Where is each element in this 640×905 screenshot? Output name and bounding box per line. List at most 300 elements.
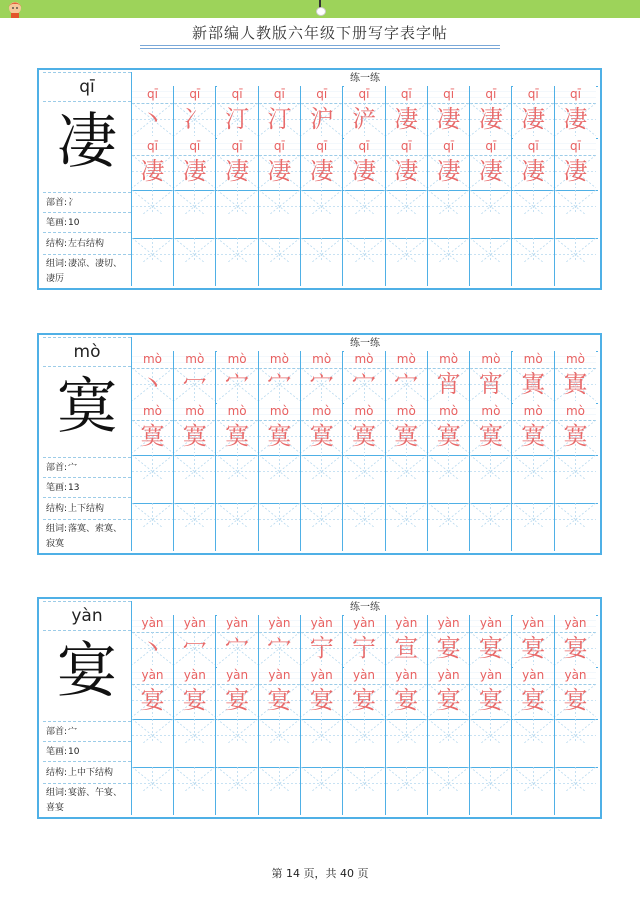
cell-pinyin: mò — [386, 351, 427, 369]
empty-box — [555, 455, 596, 479]
trace-char: 寞 — [182, 422, 207, 450]
practice-cell[interactable] — [174, 503, 216, 551]
empty-box — [513, 238, 554, 262]
mi-grid-guide — [132, 238, 173, 262]
practice-cell[interactable] — [428, 238, 470, 286]
practice-cell — [555, 86, 597, 138]
empty-box — [259, 503, 300, 527]
practice-cell — [132, 615, 174, 667]
trace-char: 凄 — [352, 157, 376, 185]
trace-char: 寞 — [394, 422, 419, 450]
empty-box — [513, 455, 554, 479]
practice-cell[interactable] — [470, 503, 512, 551]
cell-char-box — [301, 632, 342, 665]
empty-box — [386, 503, 427, 527]
cell-char-box — [174, 684, 215, 717]
mi-grid-guide — [428, 719, 469, 743]
mi-grid-guide — [301, 455, 342, 479]
cell-pinyin: yàn — [470, 615, 511, 633]
practice-cell — [386, 86, 428, 138]
cell-pinyin: yàn — [259, 667, 300, 685]
stroke-order-char: 凄 — [394, 105, 419, 133]
trace-char: 凄 — [478, 157, 503, 185]
empty-box — [174, 190, 215, 214]
practice-cell[interactable] — [132, 190, 174, 238]
practice-cell[interactable] — [259, 190, 301, 238]
practice-cell — [301, 86, 343, 138]
practice-cell[interactable] — [428, 455, 470, 503]
practice-cell[interactable] — [174, 190, 216, 238]
practice-cell — [301, 667, 343, 719]
practice-cell[interactable] — [344, 503, 386, 551]
practice-cell — [428, 86, 470, 138]
empty-box — [428, 190, 469, 214]
practice-cell — [132, 667, 174, 719]
mi-grid-guide — [428, 190, 469, 214]
practice-cell[interactable] — [513, 503, 555, 551]
cell-char-box — [513, 632, 554, 665]
practice-cell — [344, 403, 386, 455]
cell-char-box — [386, 632, 427, 665]
cell-char-box — [217, 103, 258, 136]
mi-grid-guide — [386, 455, 427, 479]
practice-cell[interactable] — [555, 719, 597, 767]
practice-cell[interactable] — [344, 238, 386, 286]
cell-char-box — [386, 155, 427, 188]
trace-char: 凄 — [182, 157, 207, 185]
practice-cell — [428, 615, 470, 667]
mi-grid-guide — [174, 455, 215, 479]
empty-box — [555, 767, 596, 791]
practice-cell[interactable] — [344, 190, 386, 238]
practice-cell[interactable] — [428, 503, 470, 551]
practice-row — [132, 615, 598, 667]
stroke-order-char: 冫 — [182, 105, 207, 133]
trace-char: 寞 — [309, 422, 334, 450]
cell-char-box — [555, 103, 596, 136]
empty-box — [344, 503, 385, 527]
cell-pinyin: mò — [513, 403, 554, 421]
trace-char: 宴 — [352, 686, 376, 714]
main-character: 寞 — [57, 372, 117, 442]
empty-box — [259, 719, 300, 743]
cell-char-box — [301, 368, 342, 401]
empty-box — [470, 503, 511, 527]
stroke-order-char: 宴 — [436, 634, 461, 662]
main-character: 凄 — [57, 107, 117, 177]
structure-value: 左右结构 — [68, 239, 105, 249]
empty-box — [344, 238, 385, 262]
practice-cell — [174, 86, 216, 138]
practice-cell — [259, 615, 301, 667]
strokes-row — [43, 741, 131, 761]
cell-pinyin: yàn — [470, 667, 511, 685]
practice-cell[interactable] — [217, 767, 259, 815]
practice-cell[interactable] — [217, 238, 259, 286]
cell-char-box — [428, 368, 469, 401]
practice-cell — [513, 403, 555, 455]
radical-label: 部首: — [46, 463, 68, 473]
practice-cell — [174, 615, 216, 667]
cell-char-box — [428, 684, 469, 717]
cell-pinyin: yàn — [386, 667, 427, 685]
words-value: 落寞、索寞、寂寞 — [46, 524, 123, 549]
empty-box — [301, 455, 342, 479]
trace-char: 凄 — [521, 157, 546, 185]
cell-char-box — [386, 368, 427, 401]
empty-box — [386, 238, 427, 262]
practice-cell[interactable] — [132, 503, 174, 551]
practice-cell[interactable] — [301, 238, 343, 286]
empty-box — [386, 455, 427, 479]
cell-pinyin: mò — [555, 403, 596, 421]
cell-pinyin: qī — [555, 86, 596, 104]
cell-char-box — [259, 684, 300, 717]
mi-grid-guide — [259, 190, 300, 214]
practice-cell[interactable] — [513, 190, 555, 238]
trace-char: 凄 — [309, 157, 334, 185]
mi-grid-guide — [386, 503, 427, 527]
stroke-order-char: 宁 — [309, 634, 334, 662]
empty-box — [428, 719, 469, 743]
empty-box — [386, 190, 427, 214]
cell-char-box — [344, 103, 385, 136]
character-info-panel — [43, 72, 131, 286]
practice-cell[interactable] — [217, 190, 259, 238]
practice-cell[interactable] — [386, 503, 428, 551]
practice-row — [132, 403, 598, 455]
empty-box — [470, 719, 511, 743]
stroke-order-char: 宀 — [225, 370, 250, 398]
practice-cell[interactable] — [217, 719, 259, 767]
mi-grid-guide — [132, 190, 173, 214]
practice-cell[interactable] — [428, 190, 470, 238]
trace-char: 宴 — [267, 686, 292, 714]
cell-pinyin: mò — [301, 403, 342, 421]
practice-cell[interactable] — [174, 719, 216, 767]
cell-char-box — [174, 103, 215, 136]
practice-title: 练一练 — [132, 601, 598, 616]
practice-cell[interactable] — [555, 503, 597, 551]
cell-pinyin: qī — [217, 138, 258, 156]
empty-box — [470, 767, 511, 791]
practice-cell — [174, 667, 216, 719]
mi-grid-guide — [217, 503, 258, 527]
cell-char-box — [428, 155, 469, 188]
cell-pinyin: mò — [174, 403, 215, 421]
mi-grid-guide — [555, 767, 596, 791]
mi-grid-guide — [217, 767, 258, 791]
structure-value: 上中下结构 — [68, 768, 114, 778]
practice-cell[interactable] — [132, 719, 174, 767]
cell-pinyin: yàn — [174, 667, 215, 685]
practice-cell — [174, 138, 216, 190]
cell-char-box — [132, 103, 173, 136]
practice-cell[interactable] — [132, 238, 174, 286]
trace-char: 宴 — [225, 686, 250, 714]
cell-char-box — [386, 103, 427, 136]
mi-grid-guide — [344, 719, 385, 743]
cell-pinyin: mò — [555, 351, 596, 369]
empty-box — [132, 190, 173, 214]
practice-cell — [470, 86, 512, 138]
practice-cell — [301, 138, 343, 190]
practice-cell[interactable] — [217, 503, 259, 551]
cell-pinyin: yàn — [555, 667, 596, 685]
cell-pinyin: yàn — [513, 667, 554, 685]
stroke-order-char: 宵 — [478, 370, 503, 398]
practice-cell[interactable] — [174, 238, 216, 286]
practice-cell[interactable] — [259, 238, 301, 286]
practice-cell[interactable] — [386, 767, 428, 815]
mi-grid-guide — [174, 238, 215, 262]
trace-char: 凄 — [563, 157, 588, 185]
cell-char-box — [344, 420, 385, 453]
practice-cell[interactable] — [174, 455, 216, 503]
radical-label: 部首: — [46, 198, 68, 208]
cell-pinyin: mò — [386, 403, 427, 421]
cell-pinyin: qī — [428, 138, 469, 156]
empty-box — [555, 190, 596, 214]
practice-cell[interactable] — [174, 767, 216, 815]
practice-cell[interactable] — [344, 767, 386, 815]
radical-label: 部首: — [46, 727, 68, 737]
practice-cell[interactable] — [555, 238, 597, 286]
cell-pinyin: mò — [470, 403, 511, 421]
practice-cell[interactable] — [428, 719, 470, 767]
mi-grid-guide — [513, 238, 554, 262]
trace-char: 寞 — [521, 422, 546, 450]
practice-cell[interactable] — [217, 455, 259, 503]
cell-char-box — [513, 684, 554, 717]
cell-pinyin: mò — [259, 403, 300, 421]
structure-value: 上下结构 — [68, 504, 105, 514]
radical-row — [43, 457, 131, 477]
cell-pinyin: qī — [555, 138, 596, 156]
cell-pinyin: mò — [344, 351, 385, 369]
practice-cell — [428, 667, 470, 719]
practice-cell[interactable] — [344, 719, 386, 767]
trace-char: 宴 — [182, 686, 207, 714]
empty-box — [513, 503, 554, 527]
character-pinyin: yàn — [43, 601, 131, 631]
mi-grid-guide — [344, 455, 385, 479]
practice-cell[interactable] — [513, 719, 555, 767]
title-rule — [140, 45, 500, 46]
character-card — [37, 333, 602, 555]
trace-char: 宴 — [309, 686, 334, 714]
practice-cell — [344, 138, 386, 190]
structure-row — [43, 761, 131, 783]
practice-cell[interactable] — [555, 190, 597, 238]
practice-cell — [132, 351, 174, 403]
cell-pinyin: qī — [217, 86, 258, 104]
cell-pinyin: qī — [428, 86, 469, 104]
practice-cell[interactable] — [470, 238, 512, 286]
practice-cell — [174, 403, 216, 455]
practice-title: 练一练 — [132, 337, 598, 352]
cell-char-box — [132, 684, 173, 717]
structure-row — [43, 497, 131, 519]
cell-pinyin: mò — [344, 403, 385, 421]
stroke-order-char: 凄 — [478, 105, 503, 133]
practice-cell[interactable] — [513, 238, 555, 286]
stroke-order-char: 宁 — [352, 634, 376, 662]
mi-grid-guide — [259, 719, 300, 743]
practice-cell[interactable] — [301, 719, 343, 767]
practice-cell[interactable] — [428, 767, 470, 815]
cell-char-box — [470, 420, 511, 453]
cell-pinyin: qī — [513, 138, 554, 156]
mi-grid-guide — [259, 238, 300, 262]
cell-char-box — [470, 632, 511, 665]
practice-cell — [344, 667, 386, 719]
cell-char-box — [301, 155, 342, 188]
cell-char-box — [470, 368, 511, 401]
strokes-row — [43, 212, 131, 232]
cell-pinyin: mò — [259, 351, 300, 369]
mi-grid-guide — [513, 503, 554, 527]
trace-char: 寞 — [436, 422, 461, 450]
mi-grid-guide — [344, 767, 385, 791]
cell-char-box — [513, 103, 554, 136]
trace-char: 寞 — [478, 422, 503, 450]
practice-cell[interactable] — [259, 719, 301, 767]
practice-cell — [386, 351, 428, 403]
practice-cell — [386, 138, 428, 190]
practice-cell[interactable] — [555, 767, 597, 815]
practice-cell[interactable] — [555, 455, 597, 503]
practice-cell — [555, 403, 597, 455]
practice-row — [132, 351, 598, 403]
cell-char-box — [174, 420, 215, 453]
cell-pinyin: mò — [301, 351, 342, 369]
radical-value: 宀 — [68, 463, 78, 473]
practice-cell[interactable] — [344, 455, 386, 503]
cell-char-box — [428, 103, 469, 136]
practice-cell[interactable] — [470, 719, 512, 767]
empty-box — [174, 503, 215, 527]
cell-char-box — [217, 368, 258, 401]
cell-char-box — [259, 103, 300, 136]
empty-box — [132, 238, 173, 262]
practice-cell — [217, 351, 259, 403]
cell-char-box — [513, 420, 554, 453]
practice-cell[interactable] — [513, 767, 555, 815]
practice-cell — [132, 138, 174, 190]
empty-box — [174, 238, 215, 262]
cell-char-box — [555, 684, 596, 717]
trace-char: 宴 — [436, 686, 461, 714]
practice-cell — [217, 86, 259, 138]
practice-cell[interactable] — [259, 503, 301, 551]
practice-cell[interactable] — [470, 190, 512, 238]
mi-grid-guide — [470, 767, 511, 791]
practice-cell[interactable] — [259, 767, 301, 815]
cell-pinyin: yàn — [428, 667, 469, 685]
cell-pinyin: qī — [301, 138, 342, 156]
practice-cell[interactable] — [301, 455, 343, 503]
practice-cell[interactable] — [132, 767, 174, 815]
cell-char-box — [132, 632, 173, 665]
empty-box — [259, 455, 300, 479]
empty-box — [132, 503, 173, 527]
trace-char: 凄 — [267, 157, 292, 185]
words-row — [43, 254, 131, 286]
cell-char-box — [386, 684, 427, 717]
cell-char-box — [386, 420, 427, 453]
cell-pinyin: qī — [386, 86, 427, 104]
practice-cell — [555, 138, 597, 190]
empty-box — [386, 719, 427, 743]
mi-grid-guide — [259, 503, 300, 527]
practice-cell — [555, 351, 597, 403]
practice-cell[interactable] — [301, 767, 343, 815]
cell-char-box — [555, 632, 596, 665]
mi-grid-guide — [513, 190, 554, 214]
cell-pinyin: yàn — [217, 615, 258, 633]
empty-box — [513, 719, 554, 743]
cell-char-box — [344, 368, 385, 401]
practice-cell[interactable] — [301, 503, 343, 551]
stroke-order-char: 宀 — [225, 634, 250, 662]
cell-pinyin: qī — [344, 138, 385, 156]
practice-cell[interactable] — [259, 455, 301, 503]
trace-char: 凄 — [436, 157, 461, 185]
practice-cell[interactable] — [470, 767, 512, 815]
practice-cell — [428, 138, 470, 190]
practice-cell[interactable] — [386, 190, 428, 238]
practice-cell[interactable] — [132, 455, 174, 503]
practice-cell — [513, 667, 555, 719]
cell-char-box — [259, 368, 300, 401]
practice-cell[interactable] — [386, 719, 428, 767]
empty-box — [174, 767, 215, 791]
practice-cell[interactable] — [513, 455, 555, 503]
mi-grid-guide — [428, 455, 469, 479]
practice-cell[interactable] — [470, 455, 512, 503]
character-card — [37, 68, 602, 290]
trace-char: 寞 — [563, 422, 588, 450]
mi-grid-guide — [301, 238, 342, 262]
mi-grid-guide — [386, 190, 427, 214]
cell-char-box — [428, 420, 469, 453]
character-pinyin: qī — [43, 72, 131, 102]
empty-box — [555, 238, 596, 262]
practice-cell[interactable] — [301, 190, 343, 238]
blank-practice-row — [132, 455, 598, 503]
empty-box — [344, 719, 385, 743]
page-number: 第 14 页，共 40 页 — [271, 867, 369, 880]
practice-cell[interactable] — [386, 455, 428, 503]
empty-box — [217, 238, 258, 262]
strokes-row — [43, 477, 131, 497]
cell-pinyin: qī — [344, 86, 385, 104]
mi-grid-guide — [301, 503, 342, 527]
trace-char: 凄 — [140, 157, 165, 185]
words-label: 组词: — [46, 788, 68, 798]
cell-pinyin: qī — [470, 86, 511, 104]
practice-cell — [470, 351, 512, 403]
mi-grid-guide — [174, 719, 215, 743]
cell-pinyin: yàn — [344, 667, 385, 685]
empty-box — [344, 455, 385, 479]
cell-pinyin: mò — [217, 403, 258, 421]
mi-grid-guide — [259, 767, 300, 791]
empty-box — [428, 238, 469, 262]
stroke-order-char: 丶 — [140, 105, 165, 133]
practice-cell[interactable] — [386, 238, 428, 286]
